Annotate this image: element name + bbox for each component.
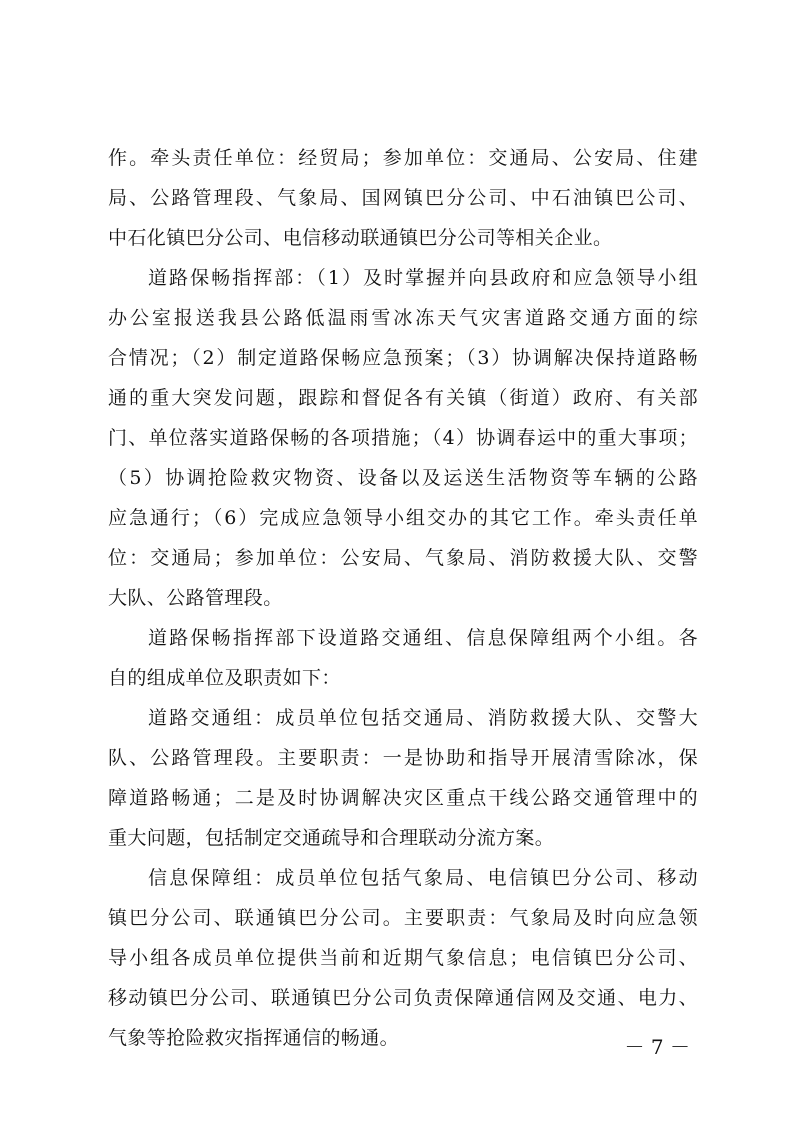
paragraph-5-line-1: 信息保障组：成员单位包括气象局、电信镇巴分公司、移动 (148, 867, 698, 889)
paragraph-5-line-5: 气象等抢险救灾指挥通信的畅通。 (108, 1027, 400, 1049)
paragraph-2-line-2: 办公室报送我县公路低温雨雪冰冻天气灾害道路交通方面的综 (108, 307, 698, 329)
paragraph-5-line-3: 导小组各成员单位提供当前和近期气象信息；电信镇巴分公司、 (108, 947, 698, 969)
paragraph-2-line-6: （5）协调抢险救灾物资、设备以及运送生活物资等车辆的公路 (108, 467, 698, 489)
paragraph-2-line-1: 道路保畅指挥部：（1）及时掌握并向县政府和应急领导小组 (148, 267, 698, 289)
paragraph-2-line-4: 通的重大突发问题，跟踪和督促各有关镇（街道）政府、有关部 (108, 387, 698, 409)
paragraph-1-line-1: 作。牵头责任单位：经贸局；参加单位：交通局、公安局、住建 (108, 147, 698, 169)
paragraph-2-line-7: 应急通行；（6）完成应急领导小组交办的其它工作。牵头责任单 (108, 507, 698, 529)
paragraph-2-line-8: 位：交通局；参加单位：公安局、气象局、消防救援大队、交警 (108, 547, 698, 569)
paragraph-2-line-5: 门、单位落实道路保畅的各项措施；（4）协调春运中的重大事项； (108, 427, 698, 449)
page-number: － 7 － (624, 1035, 690, 1059)
paragraph-4-line-1: 道路交通组：成员单位包括交通局、消防救援大队、交警大 (148, 707, 698, 729)
paragraph-1-line-2: 局、公路管理段、气象局、国网镇巴分公司、中石油镇巴公司、 (108, 187, 698, 209)
paragraph-4-line-3: 障道路畅通；二是及时协调解决灾区重点干线公路交通管理中的 (108, 787, 698, 809)
paragraph-2-line-9: 大队、公路管理段。 (108, 587, 283, 609)
paragraph-4-line-2: 队、公路管理段。主要职责：一是协助和指导开展清雪除冰，保 (108, 747, 698, 769)
paragraph-4-line-4: 重大问题，包括制定交通疏导和合理联动分流方案。 (108, 827, 555, 849)
paragraph-5-line-2: 镇巴分公司、联通镇巴分公司。主要职责：气象局及时向应急领 (108, 907, 698, 929)
paragraph-3-line-1: 道路保畅指挥部下设道路交通组、信息保障组两个小组。各 (148, 627, 698, 649)
paragraph-2-line-3: 合情况；（2）制定道路保畅应急预案；（3）协调解决保持道路畅 (108, 347, 698, 369)
paragraph-1-line-3: 中石化镇巴分公司、电信移动联通镇巴分公司等相关企业。 (108, 227, 613, 249)
paragraph-3-line-2: 自的组成单位及职责如下： (108, 667, 341, 689)
paragraph-5-line-4: 移动镇巴分公司、联通镇巴分公司负责保障通信网及交通、电力、 (108, 987, 698, 1009)
